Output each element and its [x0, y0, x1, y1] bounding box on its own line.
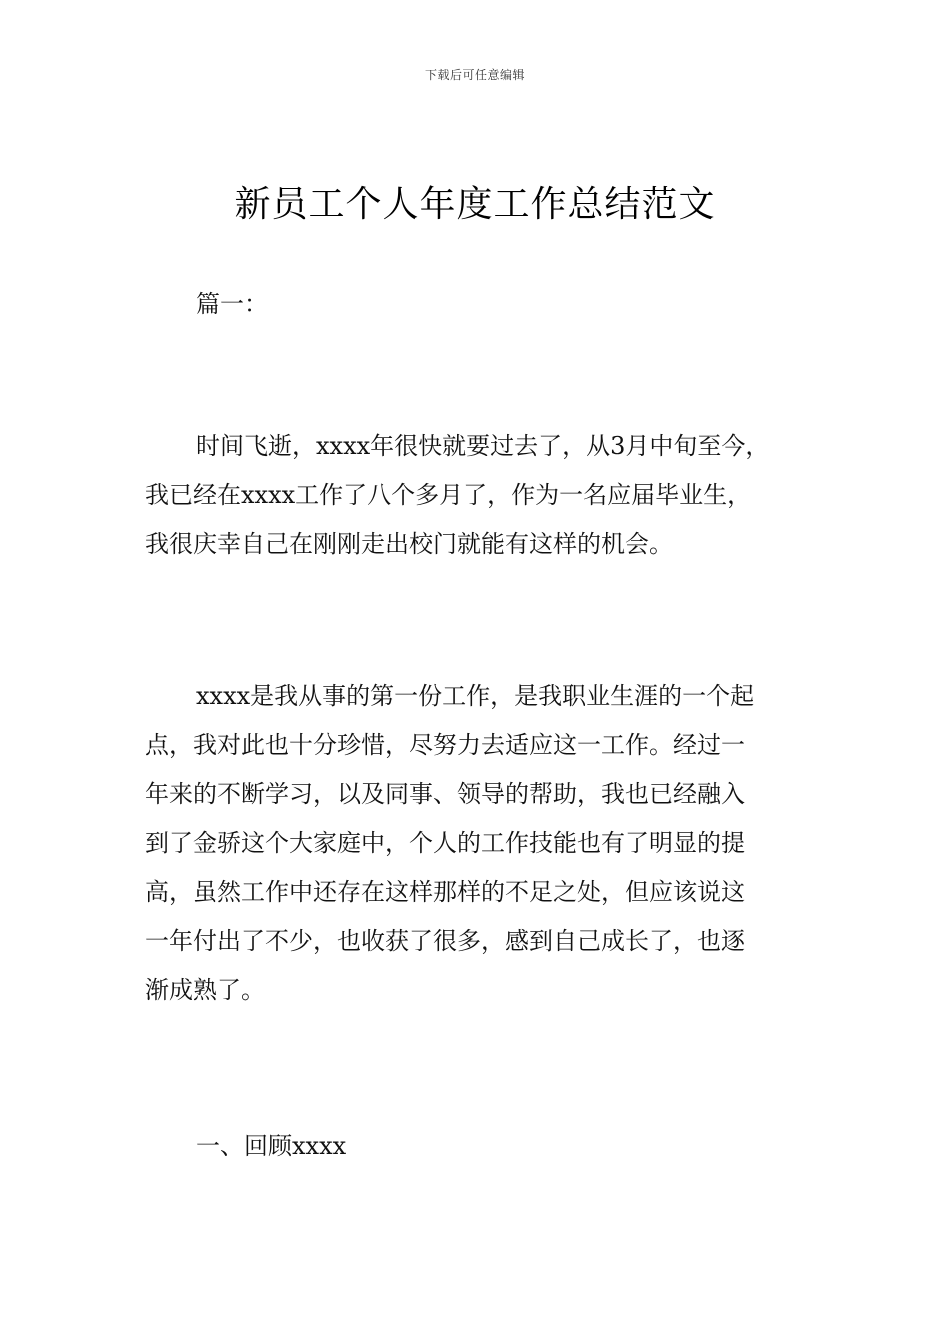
- document-title: 新员工个人年度工作总结范文: [234, 184, 716, 225]
- paragraph-line: 一年付出了不少，也收获了很多，感到自己成长了，也逐: [145, 927, 745, 955]
- paragraph-line: 点，我对此也十分珍惜，尽努力去适应这一工作。经过一: [145, 731, 745, 759]
- paragraph-line: 我已经在xxxx工作了八个多月了，作为一名应届毕业生，: [145, 481, 752, 509]
- section-label: 篇一：: [196, 290, 268, 318]
- header-note: 下载后可任意编辑: [424, 68, 525, 82]
- paragraph-line: 渐成熟了。: [145, 976, 265, 1004]
- paragraph-1: [145, 422, 815, 569]
- paragraph-2: [145, 672, 815, 1015]
- paragraph-line: 到了金骄这个大家庭中，个人的工作技能也有了明显的提: [145, 829, 745, 857]
- paragraph-line: xxxx是我从事的第一份工作，是我职业生涯的一个起: [196, 682, 755, 710]
- paragraph-line: 年来的不断学习，以及同事、领导的帮助，我也已经融入: [145, 780, 745, 808]
- paragraph-line: 我很庆幸自己在刚刚走出校门就能有这样的机会。: [145, 530, 673, 558]
- paragraph-line: 时间飞逝，xxxx年很快就要过去了，从3月中旬至今，: [196, 432, 770, 460]
- section-heading-review: 一、回顾xxxx: [196, 1132, 347, 1160]
- paragraph-line: 高，虽然工作中还存在这样那样的不足之处，但应该说这: [145, 878, 745, 906]
